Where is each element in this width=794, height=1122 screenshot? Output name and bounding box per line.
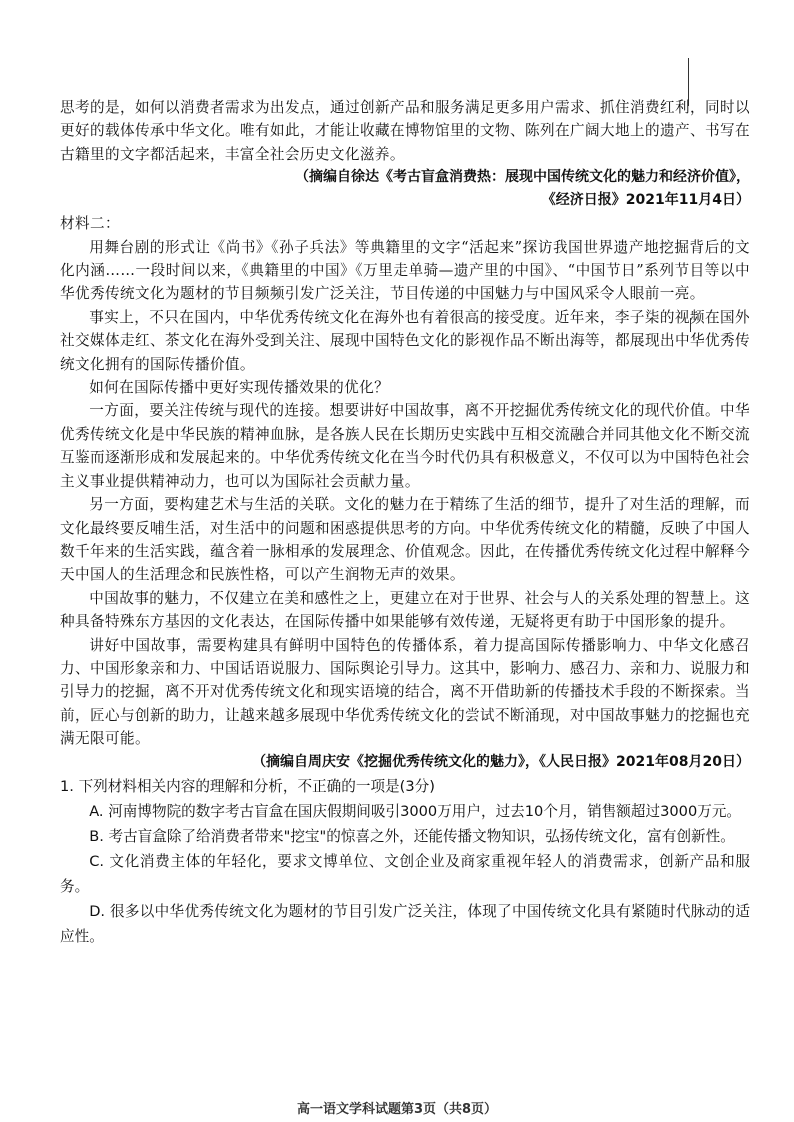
material-heading: 材料二： [60, 215, 120, 233]
body-paragraph: 讲好中国故事，需要构建具有鲜明中国特色的传播体系，着力提高国际传播影响力、中华文化感召力、中国形象亲和力、中国话语说服力、国际舆论引导力。这其中，影响力、感召力、亲和力、说服力和引导力的挖掘，离不开对优秀传统文化和现实语境的结合，离不开借助新的传播技术手段的不断探索。当前，匠心与创新的助力，让越来越多展现中华优秀传统文化的尝试不断涌现，对中国故事魅力的挖掘也充满无限可能。 [60, 636, 750, 748]
body-paragraph: 用舞台剧的形式让《尚书》《孙子兵法》等典籍里的文字“活起来”探访我国世界遗产地挖掘背后的文化内涵……一段时间以来，《典籍里的中国》《万里走单骑—遗产里的中国》、“中国节日”系列节目等以中华优秀传统文化为题材的节目频频引发广泛关注，节目传递的中国魅力与中国风采令人眼前一亮。 [60, 238, 750, 303]
source-citation-1-cont: 《经济日报》2021年11月4日） [541, 192, 750, 209]
body-paragraph: 如何在国际传播中更好实现传播效果的优化？ [89, 379, 390, 397]
option-b: B. 考古盲盒除了给消费者带来"挖宝"的惊喜之外，还能传播文物知识，弘扬传统文化，富有创新性。 [89, 827, 735, 845]
option-d: D. 很多以中华优秀传统文化为题材的节目引发广泛关注，体现了中国传统文化具有紧随时代脉动的适应性。 [60, 902, 750, 945]
question-1 [60, 774, 750, 949]
intro-paragraph: 思考的是，如何以消费者需求为出发点，通过创新产品和服务满足更多用户需求、抓住消费红利，同时以更好的载体传承中华文化。唯有如此，才能让收藏在博物馆里的文物、陈列在广阔大地上的遗产、书写在古籍里的文字都活起来，丰富全社会历史文化滋养。 [60, 99, 750, 163]
body-paragraph: 一方面，要关注传统与现代的连接。想要讲好中国故事，离不开挖掘优秀传统文化的现代价值。中华优秀传统文化是中华民族的精神血脉，是各族人民在长期历史实践中互相交流融合并同其他文化不断交流互鉴而逐渐形成和发展起来的。中华优秀传统文化在当今时代仍具有积极意义，不仅可以为中国特色社会主义事业提供精神动力，也可以为国际社会贡献力量。 [60, 402, 750, 490]
body-paragraph: 事实上，不只在国内，中华优秀传统文化在海外也有着很高的接受度。近年来，李子柒的视频在国外社交媒体走红、茶文化在海外受到关注、展现中国特色文化的影视作品不断出海等，都展现出中华优秀传统文化拥有的国际传播价值。 [60, 308, 750, 373]
question-stem: 1. 下列材料相关内容的理解和分析，不正确的一项是(3分) [60, 777, 435, 795]
page-content [60, 96, 750, 949]
source-citation-1: （摘编自徐达《考古盲盒消费热：展现中国传统文化的魅力和经济价值》， [295, 169, 750, 186]
body-paragraph: 中国故事的魅力，不仅建立在美和感性之上，更建立在对于世界、社会与人的关系处理的智慧上。这种具备特殊东方基因的文化表达，在国际传播中如果能够有效传递，无疑将更有助于中国形象的提升。 [60, 589, 750, 631]
source-citation-2: （摘编自周庆安《挖掘优秀传统文化的魅力》，《人民日报》2021年08月20日） [252, 753, 750, 770]
option-c: C. 文化消费主体的年轻化，要求文博单位、文创企业及商家重视年轻人的消费需求，创新产品和服务。 [60, 852, 750, 895]
body-paragraph: 另一方面，要构建艺术与生活的关联。文化的魅力在于精练了生活的细节，提升了对生活的理解，而文化最终要反哺生活，对生活中的问题和困惑提供思考的方向。中华优秀传统文化的精髓，反映了中国人数千年来的生活实践，蕴含着一脉相承的发展理念、价值观念。因此，在传播优秀传统文化过程中解释今天中国人的生活理念和民族性格，可以产生润物无声的效果。 [60, 496, 750, 584]
option-a: A. 河南博物院的数字考古盲盒在国庆假期间吸引3000万用户，过去10个月，销售额超过3000万元。 [89, 802, 742, 820]
page-footer: 高一语文学科试题第3页（共8页） [296, 1102, 498, 1117]
